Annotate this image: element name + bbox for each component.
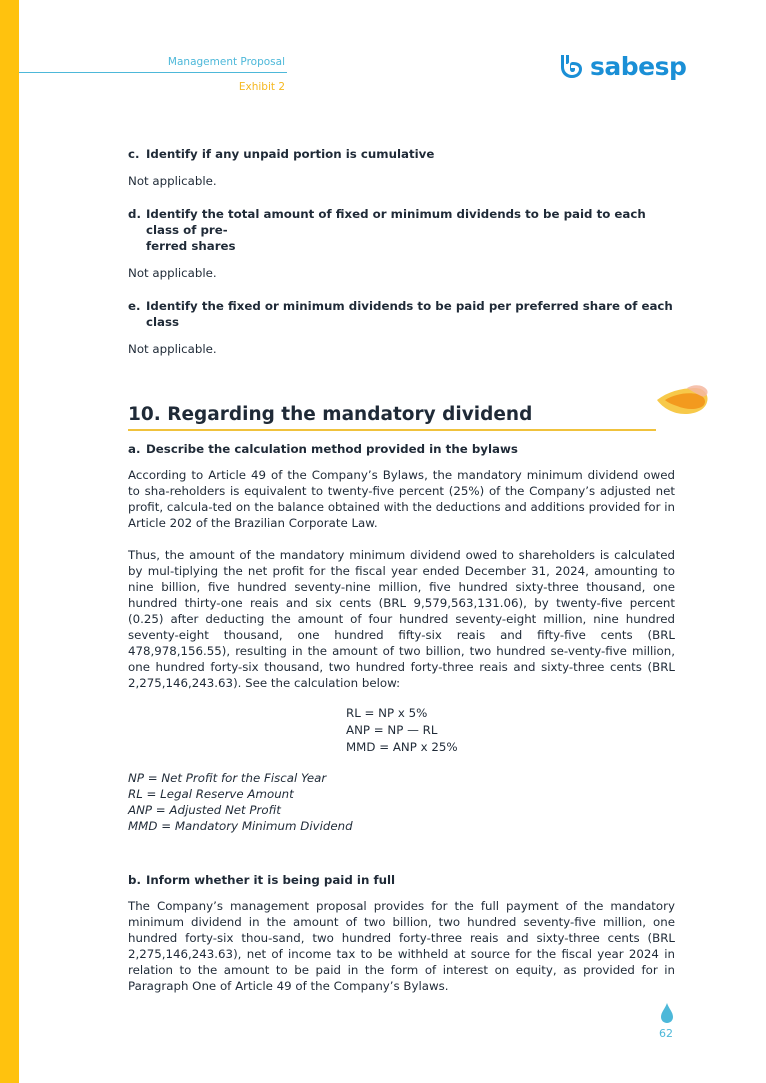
section-heading-underline (128, 429, 656, 431)
item-10a-paragraph-1: According to Article 49 of the Company’s Bylaws, the mandatory minimum dividend owed to sha-reholders is equivalent to twenty-five percent (25%) of the Company’s adjusted net profit, calcula-ted on the balance obtained with the deductions and additions provided for in Article 202 of the Brazilian Corporate Law. (128, 468, 675, 530)
decorative-leaf-icon (655, 382, 711, 416)
item-10b-heading: b. Inform whether it is being paid in full (128, 873, 396, 887)
page-number: 62 (659, 1027, 673, 1040)
section-10-heading: 10. Regarding the mandatory dividend (128, 404, 533, 425)
header-subtitle: Exhibit 2 (238, 81, 285, 93)
left-accent-bar (0, 0, 19, 1083)
formula-line: MMD = ANP x 25% (346, 740, 458, 754)
formula-line: ANP = NP — RL (346, 723, 438, 737)
formula-line: RL = NP x 5% (346, 706, 428, 720)
item-c-heading: c. Identify if any unpaid portion is cumulative (128, 147, 435, 161)
formula-legend (128, 770, 675, 834)
sabesp-logo-icon (558, 53, 585, 80)
page-content (128, 146, 675, 994)
item-10a-paragraph-2: Thus, the amount of the mandatory minimum dividend owed to shareholders is calculated by mul-tiplying the net profit for the fiscal year ended December 31, 2024, amounting to nine billion, five hundred seventy-nine million, five hundred sixty-three thousand, one hundred thirty-one reais and six cents (BRL 9,579,563,131.06), by twenty-five percent (0.25) after deducting the amount of four hundred seventy-eight million, nine hundred seventy-eight thousand, one hundred fifty-six reais and fifty-five cents (BRL 478,978,156.55), resulting in the amount of two billion, two hundred se-venty-five million, one hundred forty-six thousand, two hundred forty-three reais and sixty-three cents (BRL 2,275,146,243.63). See the calculation below: (128, 548, 675, 690)
item-e-answer: Not applicable. (128, 342, 217, 356)
water-drop-icon (661, 1003, 673, 1023)
legend-line: ANP = Adjusted Net Profit (128, 803, 281, 817)
header-title: Management Proposal (167, 56, 285, 68)
item-10a-heading: a. Describe the calculation method provided in the bylaws (128, 442, 518, 456)
logo-wordmark: sabesp (590, 52, 687, 81)
legend-line: MMD = Mandatory Minimum Dividend (128, 819, 353, 833)
header-divider (19, 72, 287, 73)
sabesp-logo (558, 52, 686, 81)
legend-line: RL = Legal Reserve Amount (128, 787, 294, 801)
item-e-heading: e. Identify the fixed or minimum dividends to be paid per preferred share of each class (128, 299, 673, 329)
legend-line: NP = Net Profit for the Fiscal Year (128, 771, 327, 785)
item-c-answer: Not applicable. (128, 174, 217, 188)
formula-block (346, 705, 675, 756)
item-d-heading: d. Identify the total amount of fixed or minimum dividends to be paid to each class of pre- ferred shares (128, 207, 646, 253)
item-10b-paragraph: The Company’s management proposal provides for the full payment of the mandatory minimum dividend in the amount of two billion, two hundred seventy-five million, one hundred forty-six thou-sand, two hundred forty-three reais and sixty-three cents (BRL 2,275,146,243.63), net of income tax to be withheld at source for the fiscal year 2024 in relation to the amount to be paid in the form of interest on equity, as provided for in Paragraph One of Article 49 of the Company’s Bylaws. (128, 899, 675, 993)
item-d-answer: Not applicable. (128, 266, 217, 280)
